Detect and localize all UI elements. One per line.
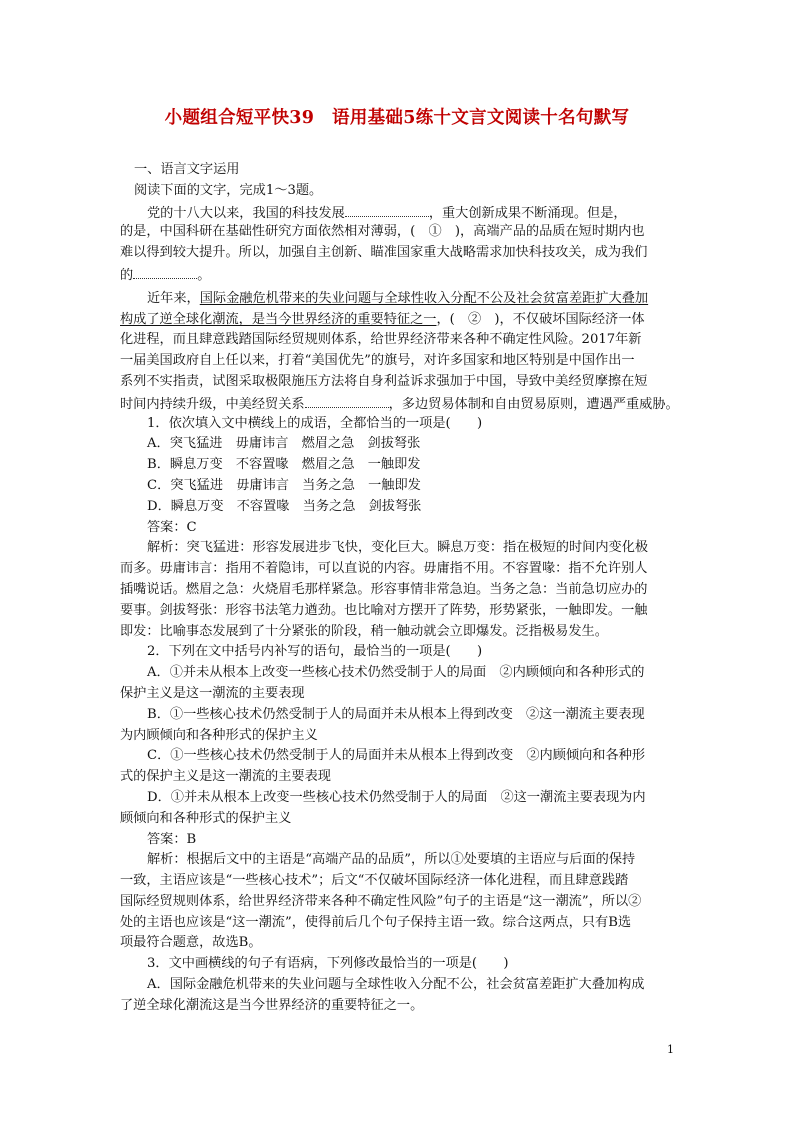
option-c: C．①一些核心技术仍然受制于人的局面并未从根本上得到改变 ②内顾倾向和各种形 <box>147 748 646 764</box>
option-d: D．瞬息万变 不容置喙 当务之急 剑拔弩张 <box>147 498 422 514</box>
question-stem: 3．文中画横线的句子有语病，下列修改最恰当的一项是( ) <box>147 956 509 972</box>
document-body <box>120 160 679 1017</box>
explanation-line: 而多。毋庸讳言：指用不着隐讳，可以直说的内容。毋庸指不用。不容置喙：指不允许别人 <box>120 561 648 577</box>
option-d-cont: 顾倾向和各种形式的保护主义 <box>120 810 292 826</box>
question-3 <box>120 954 676 1016</box>
question-stem: 2．下列在文中括号内补写的语句，最恰当的一项是( ) <box>147 644 483 660</box>
underlined-sentence: 国际金融危机带来的失业问题与全球性收入分配不公及社会贫富差距扩大叠加 <box>199 290 649 306</box>
option-b: B．瞬息万变 不容置喙 燃眉之急 一触即发 <box>147 457 421 473</box>
explanation-line: 即发：比喻事态发展到了十分紧张的阶段，稍一触动就会立即爆发。泛指极易发生。 <box>120 623 608 639</box>
explanation-line: 项最符合题意，故选B。 <box>120 935 262 951</box>
option-c-cont: 式的保护主义是这一潮流的主要表现 <box>120 769 331 785</box>
underlined-sentence: 构成了逆全球化潮流，是当今世界经济的重要特征之一 <box>120 311 437 327</box>
fill-blank <box>133 264 197 279</box>
option-a: A．突飞猛进 毋庸讳言 燃眉之急 剑拔弩张 <box>147 436 421 452</box>
page-number: 1 <box>667 1043 674 1056</box>
explanation-line: 一致，主语应该是“一些核心技术”；后文“不仅破坏国际经济一体化进程，而且肆意践踏 <box>120 873 629 889</box>
question-2 <box>120 642 676 954</box>
answer-text: 答案：C <box>147 519 197 535</box>
option-a: A．①并未从根本上改变一些核心技术仍然受制于人的局面 ②内顾倾向和各种形式的 <box>147 665 645 681</box>
explanation-line: 解析：根据后文中的主语是“高端产品的品质”，所以①处要填的主语应与后面的保持 <box>147 852 636 868</box>
option-a-cont: 了逆全球化潮流这是当今世界经济的重要特征之一。 <box>120 997 424 1013</box>
section-heading: 一、语言文字运用 <box>134 162 240 177</box>
passage-paragraph-1: 党的十八大以来，我国的科技发展 ，重大创新成果不断涌现。但是， 的是，中国科研在基础性研究方面依然相对薄弱，( ① )，高端产品的品质在短时期内也 难以得到较大提升。所以，加强自主创新、瞄准国家重大战略需求加快科技攻关，成为我们 的 。 <box>120 202 676 285</box>
option-d: D．①并未从根本上改变一些核心技术仍然受制于人的局面 ②这一潮流主要表现为内 <box>147 789 646 805</box>
option-c: C．突飞猛进 毋庸讳言 当务之急 一触即发 <box>147 477 421 493</box>
explanation-line: 要事。剑拔弩张：形容书法笔力遒劲。也比喻对方摆开了阵势，形势紧张，一触即发。一触 <box>120 602 648 618</box>
option-b-cont: 为内顾倾向和各种形式的保护主义 <box>120 727 318 743</box>
answer-text: 答案：B <box>147 831 197 847</box>
instruction-text: 阅读下面的文字，完成1～3题。 <box>134 182 323 198</box>
question-1 <box>120 414 676 643</box>
question-stem: 1．依次填入文中横线上的成语，全都恰当的一项是( ) <box>147 415 483 431</box>
explanation-line: 插嘴说话。燃眉之急：火烧眉毛那样紧急。形容事情非常急迫。当务之急：当前急切应办的 <box>120 581 648 597</box>
option-b: B．①一些核心技术仍然受制于人的局面并未从根本上得到改变 ②这一潮流主要表现 <box>147 706 645 722</box>
explanation-line: 处的主语也应该是“这一潮流”，使得前后几个句子保持主语一致。综合这两点，只有B选 <box>120 914 632 930</box>
explanation-line: 解析：突飞猛进：形容发展进步飞快，变化巨大。瞬息万变：指在极短的时间内变化极 <box>147 540 649 556</box>
option-a-cont: 保护主义是这一潮流的主要表现 <box>120 685 305 701</box>
fill-blank <box>305 393 389 408</box>
explanation-line: 国际经贸规则体系，给世界经济带来各种不确定性风险”句子的主语是“这一潮流”，所以② <box>120 893 642 909</box>
fill-blank <box>345 202 429 217</box>
option-a: A．国际金融危机带来的失业问题与全球性收入分配不公，社会贫富差距扩大叠加构成 <box>147 977 645 993</box>
document-title: 小题组合短平快39 语用基础5练十文言文阅读十名句默写 <box>164 108 630 128</box>
passage-paragraph-2: 近年来，国际金融危机带来的失业问题与全球性收入分配不公及社会贫富差距扩大叠加 构成了逆全球化潮流，是当今世界经济的重要特征之一，( ② )，不仅破坏国际经济一体 化进程，而且肆意践踏国际经贸规则体系，给世界经济带来各种不确定性风险。2017年新 一届美国政府自上任以来，打着“美国优先”的旗号，对许多国家和地区特别是中国作出一 系列不实指责，试图采取极限施压方法将自身利益诉求强加于中国，导致中美经贸摩擦在短 时间内持续升级，中美经贸关系 ，多边贸易体制和自由贸易原则，遭遇严重威胁。 <box>120 290 679 412</box>
